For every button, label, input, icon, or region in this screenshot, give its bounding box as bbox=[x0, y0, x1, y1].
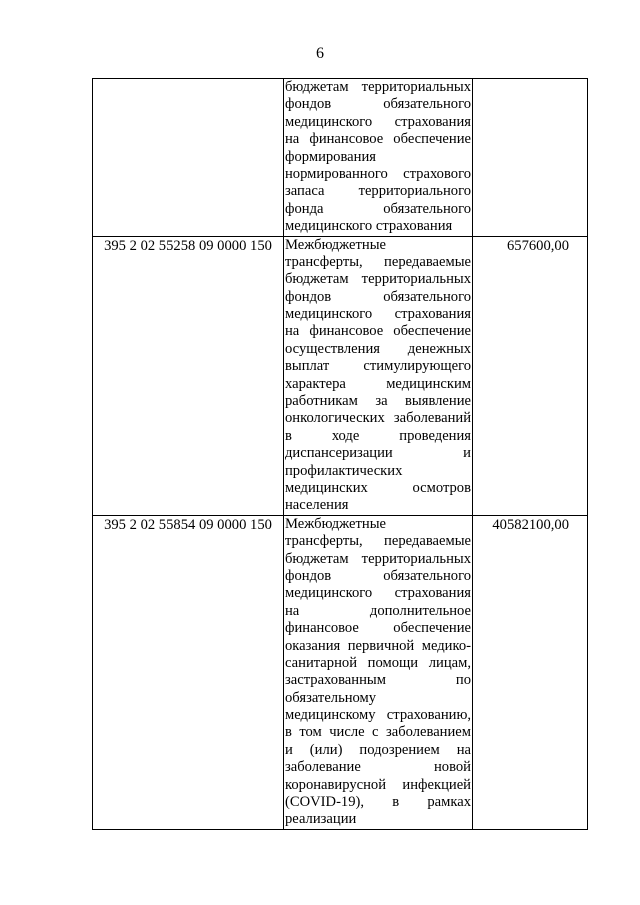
description-line: работникам за выявление bbox=[285, 393, 471, 410]
budget-table bbox=[92, 78, 588, 830]
description-line: осуществления денежных bbox=[285, 340, 471, 357]
description-line: Межбюджетные bbox=[285, 236, 387, 253]
description-line: в ходе проведения bbox=[285, 427, 471, 444]
amount-cell bbox=[473, 79, 588, 237]
description-line: реализации bbox=[285, 811, 357, 828]
description-cell bbox=[284, 236, 473, 515]
amount-value bbox=[473, 79, 587, 80]
description-line: Межбюджетные bbox=[285, 515, 387, 532]
description-line: запаса территориального bbox=[285, 183, 471, 200]
description-text bbox=[284, 516, 472, 829]
page-number: 6 bbox=[316, 45, 324, 62]
description-line: онкологических заболеваний bbox=[285, 410, 471, 427]
description-line: (COVID-19), в рамках bbox=[285, 794, 471, 811]
description-line: бюджетам территориальных bbox=[285, 550, 471, 567]
budget-code: 395 2 02 55258 09 0000 150 bbox=[104, 237, 272, 254]
description-text bbox=[284, 237, 472, 515]
table-row bbox=[93, 515, 588, 829]
description-cell bbox=[284, 79, 473, 237]
table-row bbox=[93, 236, 588, 515]
budget-code: 395 2 02 55854 09 0000 150 bbox=[104, 516, 272, 533]
description-line: характера медицинским bbox=[285, 375, 471, 392]
table-body bbox=[93, 79, 588, 830]
description-line: бюджетам территориальных bbox=[285, 271, 471, 288]
description-line: финансовое обеспечение bbox=[285, 620, 471, 637]
amount-cell bbox=[473, 515, 588, 829]
description-line: медицинского страхования bbox=[285, 306, 471, 323]
description-line: обязательному bbox=[285, 689, 377, 706]
description-line: на финансовое обеспечение bbox=[285, 131, 471, 148]
description-line: застрахованным по bbox=[285, 672, 471, 689]
description-line: выплат стимулирующего bbox=[285, 358, 471, 375]
description-line: фондов обязательного bbox=[285, 567, 471, 584]
description-line: диспансеризации и bbox=[285, 445, 471, 462]
description-line: медицинского страхования bbox=[285, 113, 471, 130]
description-line: медицинских осмотров bbox=[285, 479, 471, 496]
description-line: трансферты, передаваемые bbox=[285, 253, 471, 270]
code-cell bbox=[93, 79, 284, 237]
description-line: медицинскому страхованию, bbox=[285, 707, 471, 724]
amount-value: 40582100,00 bbox=[492, 516, 569, 533]
description-line: оказания первичной медико- bbox=[285, 637, 471, 654]
amount-value: 657600,00 bbox=[506, 237, 569, 254]
description-line: фондов обязательного bbox=[285, 96, 471, 113]
description-line: на финансовое обеспечение bbox=[285, 323, 471, 340]
description-line: и (или) подозрением на bbox=[285, 741, 471, 758]
table-row bbox=[93, 79, 588, 237]
description-line: санитарной помощи лицам, bbox=[285, 654, 471, 671]
description-line: формирования bbox=[285, 148, 376, 165]
code-cell bbox=[93, 236, 284, 515]
description-line: профилактических bbox=[285, 462, 403, 479]
code-cell bbox=[93, 515, 284, 829]
description-text bbox=[284, 79, 472, 236]
description-line: населения bbox=[285, 497, 349, 514]
description-line: бюджетам территориальных bbox=[285, 79, 471, 95]
description-cell bbox=[284, 515, 473, 829]
description-line: заболевание новой bbox=[285, 759, 471, 776]
description-line: на дополнительное bbox=[285, 602, 471, 619]
description-line: фондов обязательного bbox=[285, 288, 471, 305]
description-line: трансферты, передаваемые bbox=[285, 533, 471, 550]
budget-code bbox=[93, 79, 283, 80]
description-line: в том числе с заболеванием bbox=[285, 724, 471, 741]
description-line: медицинского страхования bbox=[285, 218, 453, 235]
amount-cell bbox=[473, 236, 588, 515]
description-line: нормированного страхового bbox=[285, 165, 471, 182]
description-line: фонда обязательного bbox=[285, 200, 471, 217]
description-line: медицинского страхования bbox=[285, 585, 471, 602]
description-line: коронавирусной инфекцией bbox=[285, 776, 471, 793]
